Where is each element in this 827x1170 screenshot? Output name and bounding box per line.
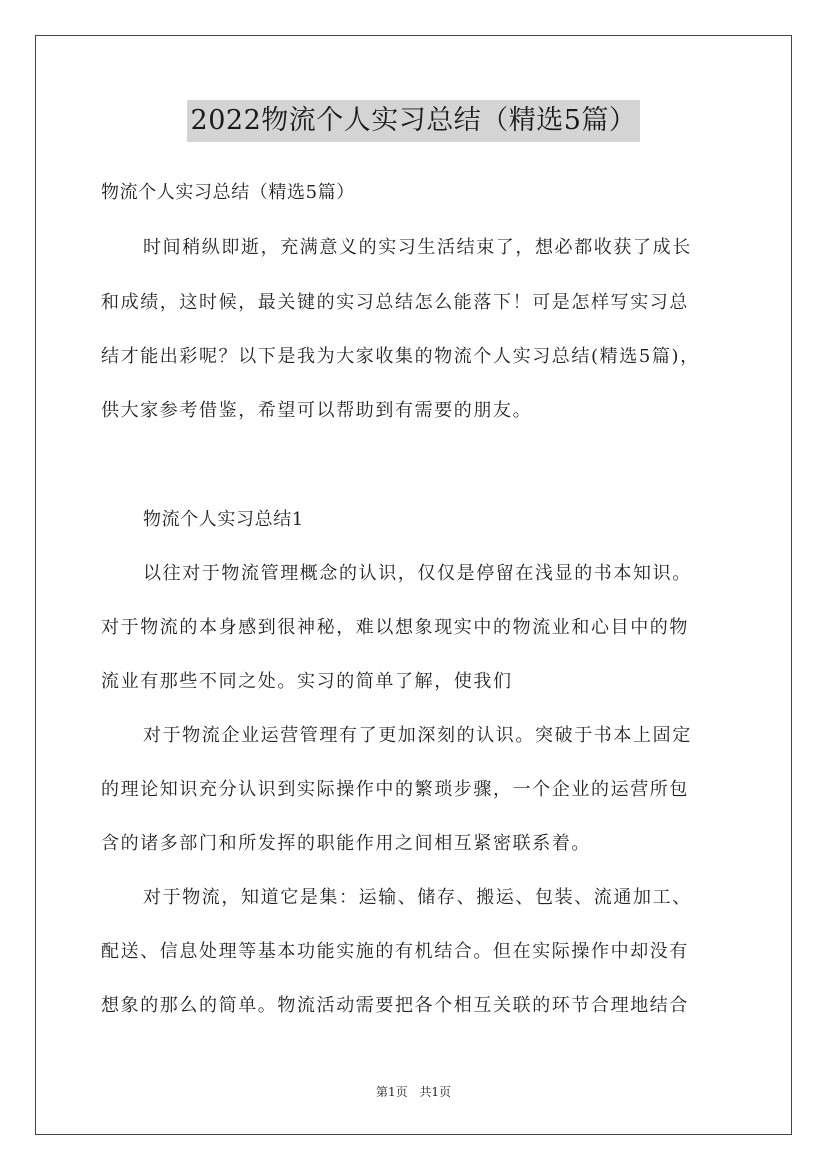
intro-line-4: 供大家参考借鉴，希望可以帮助到有需要的朋友。: [101, 400, 533, 421]
body-line-6: 含的诸多部门和所发挥的职能作用之间相互紧密联系着。: [101, 833, 591, 854]
page-total: 共1页: [419, 1085, 452, 1099]
body-line-1: 以往对于物流管理概念的认识，仅仅是停留在浅显的书本知识。: [143, 563, 692, 584]
body-line-7: 对于物流，知道它是集：运输、储存、搬运、包装、流通加工、: [143, 887, 692, 908]
intro-line-2: 和成绩，这时候，最关键的实习总结怎么能落下！可是怎样写实习总: [101, 292, 689, 313]
body-line-3: 流业有那些不同之处。实习的简单了解，使我们: [101, 671, 513, 692]
intro-line-3: 结才能出彩呢？以下是我为大家收集的物流个人实习总结(精选5篇)，: [101, 346, 700, 367]
page-footer: [0, 1083, 827, 1101]
body-line-9: 想象的那么的简单。物流活动需要把各个相互关联的环节合理地结合: [101, 995, 689, 1016]
document-subtitle: 物流个人实习总结（精选5篇）: [101, 182, 355, 203]
body-line-8: 配送、信息处理等基本功能实施的有机结合。但在实际操作中却没有: [101, 941, 689, 962]
body-line-4: 对于物流企业运营管理有了更加深刻的认识。突破于书本上固定: [143, 725, 692, 746]
section-heading: 物流个人实习总结1: [143, 509, 304, 530]
document-title: 2022物流个人实习总结（精选5篇）: [187, 100, 641, 142]
body-line-2: 对于物流的本身感到很神秘，难以想象现实中的物流业和心目中的物: [101, 617, 689, 638]
title-container: [0, 100, 827, 142]
intro-line-1: 时间稍纵即逝，充满意义的实习生活结束了，想必都收获了成长: [143, 237, 692, 258]
page-number: 第1页: [375, 1085, 408, 1099]
body-line-5: 的理论知识充分认识到实际操作中的繁琐步骤，一个企业的运营所包: [101, 779, 689, 800]
